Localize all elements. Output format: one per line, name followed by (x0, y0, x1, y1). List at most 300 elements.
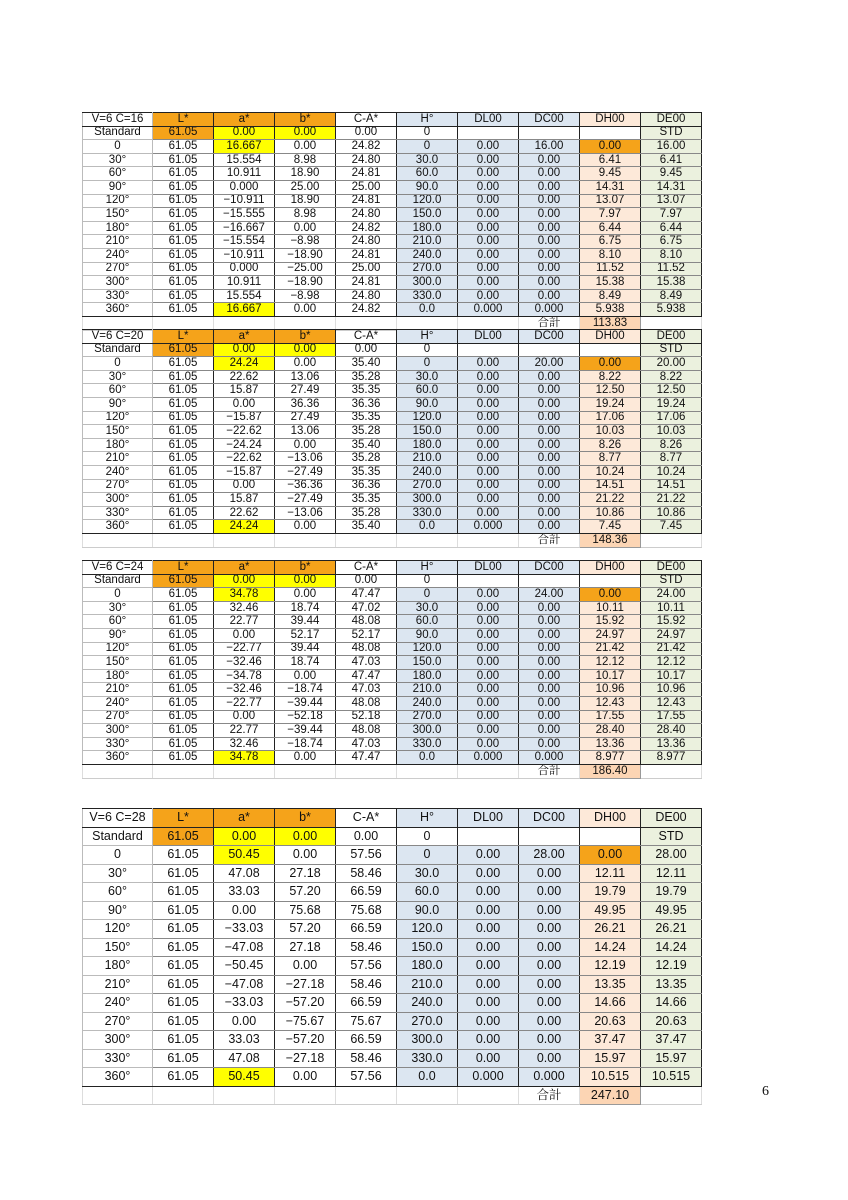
std-hue: 0 (397, 343, 458, 357)
row-label: 120° (83, 194, 153, 208)
cell-b-star: −52.18 (275, 710, 336, 724)
header-delta-h: DH00 (580, 561, 641, 575)
cell-delta-l: 0.00 (458, 994, 519, 1013)
row-label: 120° (83, 411, 153, 425)
cell-delta-h: 14.24 (580, 938, 641, 957)
cell-delta-h: 10.96 (580, 683, 641, 697)
cell-hue: 210.0 (397, 683, 458, 697)
cell-a-star: −22.62 (214, 425, 275, 439)
total-row (83, 533, 702, 547)
cell-delta-e: 8.49 (641, 289, 702, 303)
cell-delta-e: 15.97 (641, 1049, 702, 1068)
cell-l-star: 61.05 (153, 384, 214, 398)
header-chroma: C-A* (336, 330, 397, 344)
cell-delta-l: 0.00 (458, 683, 519, 697)
table-row (83, 276, 702, 290)
row-label: Standard (83, 574, 153, 588)
cell-delta-h: 6.41 (580, 153, 641, 167)
cell-delta-e: 6.41 (641, 153, 702, 167)
cell-hue: 270.0 (397, 710, 458, 724)
cell-b-star: 18.90 (275, 194, 336, 208)
cell-chroma: 24.80 (336, 153, 397, 167)
cell-delta-h: 26.21 (580, 920, 641, 939)
std-delta-h (580, 343, 641, 357)
cell-delta-h: 11.52 (580, 262, 641, 276)
table-c16 (82, 112, 702, 331)
cell-delta-e: 10.96 (641, 683, 702, 697)
cell-b-star: 18.74 (275, 601, 336, 615)
cell-chroma: 48.08 (336, 642, 397, 656)
table-row (83, 683, 702, 697)
cell-delta-c: 0.00 (519, 194, 580, 208)
cell-a-star: −32.46 (214, 683, 275, 697)
data-table (82, 329, 702, 548)
cell-delta-h: 10.515 (580, 1068, 641, 1087)
cell-delta-c: 0.00 (519, 180, 580, 194)
cell-b-star: 0.00 (275, 140, 336, 154)
cell-l-star: 61.05 (153, 994, 214, 1013)
cell-delta-h: 37.47 (580, 1031, 641, 1050)
table-row (83, 493, 702, 507)
row-label: 360° (83, 303, 153, 317)
cell-delta-l: 0.00 (458, 737, 519, 751)
cell-b-star: −27.18 (275, 1049, 336, 1068)
standard-row (83, 126, 702, 140)
cell-delta-c: 0.00 (519, 153, 580, 167)
table-row (83, 1012, 702, 1031)
cell-delta-e: 15.38 (641, 276, 702, 290)
header-delta-c: DC00 (519, 809, 580, 828)
cell-b-star: −27.49 (275, 493, 336, 507)
row-label: 300° (83, 493, 153, 507)
cell-hue: 120.0 (397, 642, 458, 656)
row-label: Standard (83, 343, 153, 357)
table-row (83, 710, 702, 724)
cell-b-star: −57.20 (275, 1031, 336, 1050)
cell-delta-c: 0.00 (519, 520, 580, 534)
cell-delta-l: 0.00 (458, 883, 519, 902)
cell-delta-h: 10.11 (580, 601, 641, 615)
cell-b-star: 8.98 (275, 153, 336, 167)
std-delta-c (519, 126, 580, 140)
cell-chroma: 35.40 (336, 357, 397, 371)
cell-delta-e: 11.52 (641, 262, 702, 276)
std-l-star: 61.05 (153, 126, 214, 140)
cell-l-star: 61.05 (153, 957, 214, 976)
row-label: 300° (83, 276, 153, 290)
table-row (83, 588, 702, 602)
cell-a-star: 15.554 (214, 153, 275, 167)
cell-delta-l: 0.00 (458, 153, 519, 167)
cell-delta-e: 24.00 (641, 588, 702, 602)
empty-cell (336, 1086, 397, 1105)
cell-delta-c: 20.00 (519, 357, 580, 371)
cell-a-star: −33.03 (214, 994, 275, 1013)
header-delta-e: DE00 (641, 113, 702, 127)
cell-chroma: 36.36 (336, 479, 397, 493)
empty-cell (275, 764, 336, 778)
cell-delta-h: 0.00 (580, 357, 641, 371)
table-row (83, 303, 702, 317)
row-label: 270° (83, 1012, 153, 1031)
cell-delta-e: 21.22 (641, 493, 702, 507)
std-a-star: 0.00 (214, 126, 275, 140)
cell-l-star: 61.05 (153, 493, 214, 507)
std-delta-l (458, 827, 519, 846)
header-delta-l: DL00 (458, 330, 519, 344)
cell-a-star: 32.46 (214, 737, 275, 751)
cell-chroma: 35.28 (336, 370, 397, 384)
cell-l-star: 61.05 (153, 656, 214, 670)
cell-delta-l: 0.00 (458, 938, 519, 957)
row-label: 120° (83, 642, 153, 656)
empty-cell (275, 1086, 336, 1105)
cell-a-star: 22.62 (214, 506, 275, 520)
std-chroma: 0.00 (336, 126, 397, 140)
cell-delta-e: 37.47 (641, 1031, 702, 1050)
empty-cell (336, 316, 397, 330)
cell-hue: 150.0 (397, 208, 458, 222)
header-delta-l: DL00 (458, 561, 519, 575)
cell-delta-c: 16.00 (519, 140, 580, 154)
cell-a-star: −22.77 (214, 696, 275, 710)
cell-hue: 240.0 (397, 248, 458, 262)
row-label: 150° (83, 208, 153, 222)
row-label: 210° (83, 975, 153, 994)
cell-delta-c: 0.00 (519, 975, 580, 994)
cell-l-star: 61.05 (153, 601, 214, 615)
cell-delta-c: 0.00 (519, 425, 580, 439)
cell-a-star: 10.911 (214, 167, 275, 181)
cell-b-star: −13.06 (275, 506, 336, 520)
row-label: 210° (83, 683, 153, 697)
cell-delta-l: 0.00 (458, 180, 519, 194)
cell-l-star: 61.05 (153, 303, 214, 317)
cell-delta-h: 24.97 (580, 628, 641, 642)
row-label: 0 (83, 588, 153, 602)
header-l-star: L* (153, 330, 214, 344)
total-label: 合計 (519, 533, 580, 547)
cell-b-star: −8.98 (275, 289, 336, 303)
cell-l-star: 61.05 (153, 696, 214, 710)
table-row (83, 438, 702, 452)
cell-chroma: 24.81 (336, 167, 397, 181)
cell-delta-e: 8.26 (641, 438, 702, 452)
cell-chroma: 48.08 (336, 615, 397, 629)
cell-delta-l: 0.00 (458, 493, 519, 507)
cell-delta-h: 28.40 (580, 724, 641, 738)
cell-delta-h: 0.00 (580, 588, 641, 602)
cell-delta-e: 20.63 (641, 1012, 702, 1031)
group-label: V=6 C=28 (83, 809, 153, 828)
cell-delta-e: 16.00 (641, 140, 702, 154)
cell-delta-l: 0.00 (458, 601, 519, 615)
cell-delta-h: 8.26 (580, 438, 641, 452)
cell-delta-e: 14.24 (641, 938, 702, 957)
cell-hue: 300.0 (397, 724, 458, 738)
empty-cell (214, 764, 275, 778)
cell-delta-l: 0.000 (458, 751, 519, 765)
cell-a-star: −15.87 (214, 465, 275, 479)
total-value: 186.40 (580, 764, 641, 778)
std-delta-h (580, 574, 641, 588)
empty-cell (458, 533, 519, 547)
cell-delta-e: 12.11 (641, 864, 702, 883)
row-label: 30° (83, 153, 153, 167)
cell-chroma: 35.28 (336, 425, 397, 439)
header-delta-e: DE00 (641, 809, 702, 828)
cell-a-star: 0.00 (214, 1012, 275, 1031)
cell-delta-c: 0.000 (519, 1068, 580, 1087)
row-label: 240° (83, 994, 153, 1013)
cell-a-star: 0.00 (214, 397, 275, 411)
table-row (83, 737, 702, 751)
group-label: V=6 C=16 (83, 113, 153, 127)
cell-delta-c: 0.00 (519, 628, 580, 642)
std-b-star: 0.00 (275, 827, 336, 846)
row-label: 270° (83, 262, 153, 276)
cell-delta-l: 0.00 (458, 276, 519, 290)
table-row (83, 180, 702, 194)
header-b-star: b* (275, 113, 336, 127)
cell-hue: 150.0 (397, 938, 458, 957)
cell-chroma: 25.00 (336, 180, 397, 194)
cell-delta-l: 0.000 (458, 1068, 519, 1087)
cell-hue: 210.0 (397, 452, 458, 466)
cell-delta-e: 19.79 (641, 883, 702, 902)
group-label: V=6 C=24 (83, 561, 153, 575)
row-label: 30° (83, 370, 153, 384)
cell-delta-e: 28.00 (641, 846, 702, 865)
cell-delta-h: 12.12 (580, 656, 641, 670)
cell-chroma: 36.36 (336, 397, 397, 411)
cell-a-star: 22.62 (214, 370, 275, 384)
cell-delta-l: 0.00 (458, 1012, 519, 1031)
cell-b-star: 0.00 (275, 588, 336, 602)
std-a-star: 0.00 (214, 574, 275, 588)
cell-delta-h: 7.45 (580, 520, 641, 534)
cell-hue: 180.0 (397, 669, 458, 683)
table-row (83, 1049, 702, 1068)
cell-chroma: 57.56 (336, 957, 397, 976)
group-label: V=6 C=20 (83, 330, 153, 344)
cell-hue: 30.0 (397, 370, 458, 384)
cell-delta-e: 15.92 (641, 615, 702, 629)
total-label: 合計 (519, 764, 580, 778)
cell-delta-c: 0.00 (519, 901, 580, 920)
table-row (83, 656, 702, 670)
total-label: 合計 (519, 1086, 580, 1105)
cell-delta-c: 0.00 (519, 710, 580, 724)
cell-b-star: 18.90 (275, 167, 336, 181)
std-delta-c (519, 343, 580, 357)
table-row (83, 901, 702, 920)
cell-hue: 90.0 (397, 180, 458, 194)
cell-delta-h: 21.42 (580, 642, 641, 656)
cell-l-star: 61.05 (153, 520, 214, 534)
cell-delta-e: 49.95 (641, 901, 702, 920)
cell-a-star: 0.00 (214, 901, 275, 920)
cell-chroma: 35.35 (336, 384, 397, 398)
cell-b-star: −13.06 (275, 452, 336, 466)
cell-delta-l: 0.00 (458, 397, 519, 411)
table-row (83, 975, 702, 994)
cell-b-star: 0.00 (275, 357, 336, 371)
cell-delta-h: 14.51 (580, 479, 641, 493)
cell-delta-e: 10.03 (641, 425, 702, 439)
cell-hue: 150.0 (397, 425, 458, 439)
cell-delta-c: 0.00 (519, 248, 580, 262)
cell-delta-c: 0.00 (519, 506, 580, 520)
table-row (83, 235, 702, 249)
cell-delta-l: 0.00 (458, 642, 519, 656)
cell-chroma: 57.56 (336, 846, 397, 865)
std-delta-l (458, 126, 519, 140)
header-chroma: C-A* (336, 809, 397, 828)
cell-hue: 0 (397, 588, 458, 602)
cell-delta-h: 14.31 (580, 180, 641, 194)
cell-chroma: 47.03 (336, 737, 397, 751)
row-label: 60° (83, 883, 153, 902)
cell-l-star: 61.05 (153, 846, 214, 865)
cell-chroma: 47.03 (336, 683, 397, 697)
cell-delta-c: 0.00 (519, 221, 580, 235)
cell-delta-e: 6.75 (641, 235, 702, 249)
cell-b-star: 0.00 (275, 221, 336, 235)
cell-delta-l: 0.00 (458, 1031, 519, 1050)
cell-b-star: 27.49 (275, 411, 336, 425)
cell-delta-e: 13.35 (641, 975, 702, 994)
empty-cell (153, 764, 214, 778)
cell-delta-h: 15.92 (580, 615, 641, 629)
cell-hue: 300.0 (397, 276, 458, 290)
cell-delta-h: 13.36 (580, 737, 641, 751)
table-row (83, 920, 702, 939)
cell-b-star: 39.44 (275, 615, 336, 629)
cell-chroma: 58.46 (336, 1049, 397, 1068)
cell-b-star: 52.17 (275, 628, 336, 642)
cell-l-star: 61.05 (153, 221, 214, 235)
standard-row (83, 343, 702, 357)
std-delta-e: STD (641, 126, 702, 140)
table-row (83, 994, 702, 1013)
table-row (83, 397, 702, 411)
cell-hue: 60.0 (397, 615, 458, 629)
cell-l-star: 61.05 (153, 194, 214, 208)
cell-delta-c: 0.00 (519, 208, 580, 222)
cell-a-star: 15.87 (214, 384, 275, 398)
header-a-star: a* (214, 113, 275, 127)
cell-delta-l: 0.00 (458, 669, 519, 683)
table-row (83, 615, 702, 629)
header-row (83, 330, 702, 344)
table-row (83, 864, 702, 883)
cell-delta-h: 17.55 (580, 710, 641, 724)
cell-delta-c: 0.00 (519, 724, 580, 738)
cell-delta-e: 12.43 (641, 696, 702, 710)
row-label: 330° (83, 737, 153, 751)
cell-a-star: −24.24 (214, 438, 275, 452)
cell-delta-l: 0.00 (458, 452, 519, 466)
header-b-star: b* (275, 330, 336, 344)
cell-delta-l: 0.00 (458, 221, 519, 235)
cell-delta-l: 0.000 (458, 520, 519, 534)
cell-chroma: 66.59 (336, 883, 397, 902)
row-label: 30° (83, 864, 153, 883)
cell-a-star: 0.00 (214, 479, 275, 493)
header-l-star: L* (153, 809, 214, 828)
cell-delta-e: 14.31 (641, 180, 702, 194)
cell-delta-c: 0.00 (519, 696, 580, 710)
cell-chroma: 47.03 (336, 656, 397, 670)
table-row (83, 221, 702, 235)
cell-delta-e: 17.06 (641, 411, 702, 425)
cell-b-star: −18.74 (275, 737, 336, 751)
cell-l-star: 61.05 (153, 167, 214, 181)
std-delta-h (580, 827, 641, 846)
cell-delta-l: 0.00 (458, 411, 519, 425)
cell-b-star: 0.00 (275, 520, 336, 534)
cell-b-star: −75.67 (275, 1012, 336, 1031)
cell-b-star: −39.44 (275, 724, 336, 738)
cell-chroma: 48.08 (336, 724, 397, 738)
header-delta-l: DL00 (458, 809, 519, 828)
cell-a-star: 24.24 (214, 357, 275, 371)
cell-l-star: 61.05 (153, 208, 214, 222)
cell-a-star: −15.555 (214, 208, 275, 222)
row-label: 60° (83, 384, 153, 398)
cell-l-star: 61.05 (153, 737, 214, 751)
row-label: 180° (83, 669, 153, 683)
table-row (83, 289, 702, 303)
cell-a-star: 22.77 (214, 724, 275, 738)
cell-delta-l: 0.00 (458, 920, 519, 939)
cell-chroma: 58.46 (336, 975, 397, 994)
header-l-star: L* (153, 113, 214, 127)
table-row (83, 1031, 702, 1050)
cell-delta-h: 49.95 (580, 901, 641, 920)
header-delta-h: DH00 (580, 113, 641, 127)
cell-delta-h: 9.45 (580, 167, 641, 181)
cell-chroma: 35.35 (336, 465, 397, 479)
cell-delta-c: 0.00 (519, 683, 580, 697)
cell-a-star: 15.554 (214, 289, 275, 303)
empty-cell (275, 533, 336, 547)
row-label: 90° (83, 628, 153, 642)
cell-delta-h: 19.24 (580, 397, 641, 411)
cell-b-star: 27.18 (275, 938, 336, 957)
row-label: 180° (83, 438, 153, 452)
cell-chroma: 58.46 (336, 864, 397, 883)
cell-l-star: 61.05 (153, 628, 214, 642)
std-l-star: 61.05 (153, 574, 214, 588)
cell-delta-h: 0.00 (580, 140, 641, 154)
cell-delta-e: 9.45 (641, 167, 702, 181)
cell-delta-e: 13.36 (641, 737, 702, 751)
cell-delta-h: 6.75 (580, 235, 641, 249)
cell-hue: 270.0 (397, 262, 458, 276)
total-label: 合計 (519, 316, 580, 330)
cell-delta-l: 0.00 (458, 425, 519, 439)
cell-l-star: 61.05 (153, 289, 214, 303)
cell-b-star: 0.00 (275, 751, 336, 765)
empty-cell (214, 316, 275, 330)
cell-delta-h: 12.43 (580, 696, 641, 710)
cell-b-star: −8.98 (275, 235, 336, 249)
cell-hue: 240.0 (397, 696, 458, 710)
cell-delta-c: 0.00 (519, 235, 580, 249)
cell-a-star: 50.45 (214, 846, 275, 865)
